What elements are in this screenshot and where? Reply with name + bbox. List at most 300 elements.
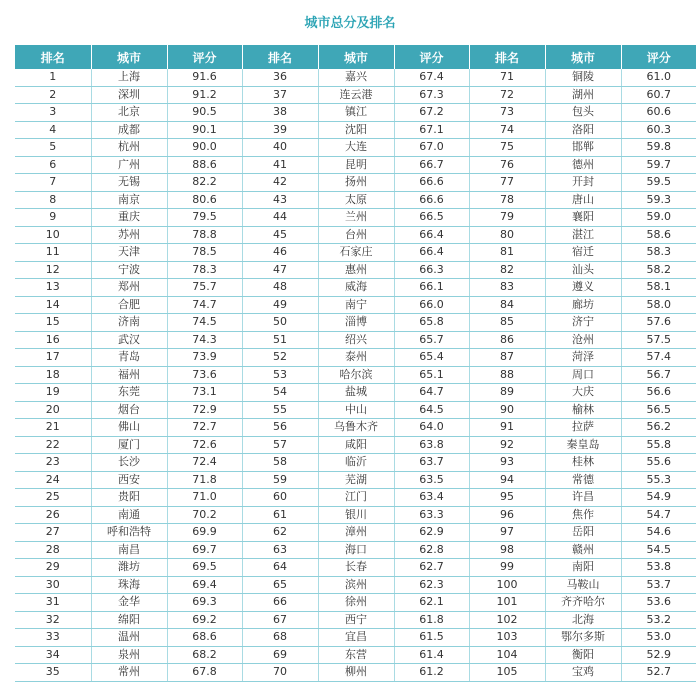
cell-rank: 48 xyxy=(242,279,318,297)
cell-city: 宿迁 xyxy=(545,244,621,262)
cell-score: 56.2 xyxy=(621,419,696,437)
cell-score: 64.0 xyxy=(394,419,469,437)
table-row xyxy=(15,506,696,524)
cell-rank: 2 xyxy=(15,86,91,104)
cell-score: 66.6 xyxy=(394,174,469,192)
cell-rank: 3 xyxy=(15,104,91,122)
cell-score: 62.1 xyxy=(394,594,469,612)
cell-rank: 49 xyxy=(242,296,318,314)
cell-rank: 7 xyxy=(15,174,91,192)
cell-score: 90.5 xyxy=(167,104,242,122)
cell-rank: 25 xyxy=(15,489,91,507)
cell-city: 大庆 xyxy=(545,384,621,402)
table-row xyxy=(15,384,696,402)
cell-city: 扬州 xyxy=(318,174,394,192)
cell-rank: 41 xyxy=(242,156,318,174)
cell-city: 常州 xyxy=(91,664,167,682)
cell-score: 69.7 xyxy=(167,541,242,559)
cell-rank: 23 xyxy=(15,454,91,472)
cell-city: 汕头 xyxy=(545,261,621,279)
cell-city: 泉州 xyxy=(91,646,167,664)
table-row xyxy=(15,156,696,174)
cell-city: 重庆 xyxy=(91,209,167,227)
cell-city: 无锡 xyxy=(91,174,167,192)
cell-city: 珠海 xyxy=(91,576,167,594)
cell-score: 59.5 xyxy=(621,174,696,192)
cell-city: 威海 xyxy=(318,279,394,297)
table-row xyxy=(15,314,696,332)
cell-city: 柳州 xyxy=(318,664,394,682)
cell-rank: 101 xyxy=(469,594,545,612)
table-row xyxy=(15,559,696,577)
cell-score: 91.6 xyxy=(167,69,242,86)
cell-city: 鄂尔多斯 xyxy=(545,629,621,647)
cell-score: 69.9 xyxy=(167,524,242,542)
cell-rank: 65 xyxy=(242,576,318,594)
cell-rank: 14 xyxy=(15,296,91,314)
cell-city: 绍兴 xyxy=(318,331,394,349)
cell-rank: 82 xyxy=(469,261,545,279)
table-row xyxy=(15,436,696,454)
cell-rank: 78 xyxy=(469,191,545,209)
cell-rank: 19 xyxy=(15,384,91,402)
cell-score: 66.5 xyxy=(394,209,469,227)
cell-score: 60.7 xyxy=(621,86,696,104)
cell-city: 成都 xyxy=(91,121,167,139)
cell-rank: 50 xyxy=(242,314,318,332)
cell-score: 68.2 xyxy=(167,646,242,664)
cell-city: 咸阳 xyxy=(318,436,394,454)
cell-score: 58.1 xyxy=(621,279,696,297)
table-row xyxy=(15,471,696,489)
cell-city: 廊坊 xyxy=(545,296,621,314)
cell-score: 66.6 xyxy=(394,191,469,209)
cell-score: 73.6 xyxy=(167,366,242,384)
cell-rank: 36 xyxy=(242,69,318,86)
cell-rank: 80 xyxy=(469,226,545,244)
cell-score: 69.2 xyxy=(167,611,242,629)
table-row xyxy=(15,191,696,209)
cell-rank: 17 xyxy=(15,349,91,367)
cell-rank: 52 xyxy=(242,349,318,367)
cell-score: 91.2 xyxy=(167,86,242,104)
table-row xyxy=(15,209,696,227)
cell-score: 57.4 xyxy=(621,349,696,367)
cell-city: 许昌 xyxy=(545,489,621,507)
cell-rank: 27 xyxy=(15,524,91,542)
cell-city: 菏泽 xyxy=(545,349,621,367)
cell-rank: 96 xyxy=(469,506,545,524)
cell-score: 70.2 xyxy=(167,506,242,524)
cell-rank: 35 xyxy=(15,664,91,682)
cell-rank: 15 xyxy=(15,314,91,332)
cell-score: 54.6 xyxy=(621,524,696,542)
cell-rank: 29 xyxy=(15,559,91,577)
cell-score: 65.1 xyxy=(394,366,469,384)
cell-score: 61.2 xyxy=(394,664,469,682)
cell-score: 67.2 xyxy=(394,104,469,122)
cell-score: 90.0 xyxy=(167,139,242,157)
cell-city: 哈尔滨 xyxy=(318,366,394,384)
cell-score: 54.9 xyxy=(621,489,696,507)
cell-rank: 98 xyxy=(469,541,545,559)
cell-city: 临沂 xyxy=(318,454,394,472)
cell-rank: 57 xyxy=(242,436,318,454)
header-rank-3: 排名 xyxy=(469,45,545,69)
cell-rank: 105 xyxy=(469,664,545,682)
header-score-1: 评分 xyxy=(167,45,242,69)
cell-score: 66.7 xyxy=(394,156,469,174)
table-row xyxy=(15,261,696,279)
cell-score: 72.6 xyxy=(167,436,242,454)
table-row xyxy=(15,69,696,86)
cell-score: 88.6 xyxy=(167,156,242,174)
cell-city: 佛山 xyxy=(91,419,167,437)
cell-rank: 99 xyxy=(469,559,545,577)
cell-score: 60.6 xyxy=(621,104,696,122)
cell-rank: 92 xyxy=(469,436,545,454)
cell-city: 烟台 xyxy=(91,401,167,419)
table-row xyxy=(15,174,696,192)
cell-score: 75.7 xyxy=(167,279,242,297)
cell-rank: 4 xyxy=(15,121,91,139)
cell-city: 衡阳 xyxy=(545,646,621,664)
cell-score: 56.5 xyxy=(621,401,696,419)
cell-rank: 86 xyxy=(469,331,545,349)
cell-score: 55.3 xyxy=(621,471,696,489)
cell-score: 66.3 xyxy=(394,261,469,279)
cell-city: 秦皇岛 xyxy=(545,436,621,454)
cell-rank: 56 xyxy=(242,419,318,437)
cell-score: 64.5 xyxy=(394,401,469,419)
cell-rank: 87 xyxy=(469,349,545,367)
cell-city: 铜陵 xyxy=(545,69,621,86)
table-row xyxy=(15,401,696,419)
cell-rank: 75 xyxy=(469,139,545,157)
cell-score: 72.9 xyxy=(167,401,242,419)
cell-rank: 81 xyxy=(469,244,545,262)
cell-score: 54.7 xyxy=(621,506,696,524)
ranking-table xyxy=(15,45,696,682)
cell-city: 芜湖 xyxy=(318,471,394,489)
cell-score: 64.7 xyxy=(394,384,469,402)
cell-city: 齐齐哈尔 xyxy=(545,594,621,612)
cell-score: 54.5 xyxy=(621,541,696,559)
cell-city: 徐州 xyxy=(318,594,394,612)
cell-rank: 64 xyxy=(242,559,318,577)
cell-score: 71.0 xyxy=(167,489,242,507)
cell-score: 73.9 xyxy=(167,349,242,367)
cell-rank: 63 xyxy=(242,541,318,559)
cell-rank: 95 xyxy=(469,489,545,507)
cell-city: 包头 xyxy=(545,104,621,122)
cell-score: 78.5 xyxy=(167,244,242,262)
cell-rank: 79 xyxy=(469,209,545,227)
table-row xyxy=(15,139,696,157)
table-row xyxy=(15,121,696,139)
header-score-3: 评分 xyxy=(621,45,696,69)
cell-city: 马鞍山 xyxy=(545,576,621,594)
cell-score: 67.1 xyxy=(394,121,469,139)
cell-city: 湖州 xyxy=(545,86,621,104)
cell-rank: 51 xyxy=(242,331,318,349)
cell-city: 岳阳 xyxy=(545,524,621,542)
cell-score: 61.4 xyxy=(394,646,469,664)
cell-score: 59.8 xyxy=(621,139,696,157)
cell-city: 桂林 xyxy=(545,454,621,472)
cell-city: 乌鲁木齐 xyxy=(318,419,394,437)
cell-score: 78.3 xyxy=(167,261,242,279)
cell-score: 62.9 xyxy=(394,524,469,542)
cell-rank: 90 xyxy=(469,401,545,419)
cell-city: 德州 xyxy=(545,156,621,174)
cell-rank: 32 xyxy=(15,611,91,629)
cell-city: 嘉兴 xyxy=(318,69,394,86)
cell-rank: 38 xyxy=(242,104,318,122)
cell-score: 65.8 xyxy=(394,314,469,332)
cell-rank: 37 xyxy=(242,86,318,104)
cell-rank: 22 xyxy=(15,436,91,454)
cell-city: 南通 xyxy=(91,506,167,524)
cell-rank: 53 xyxy=(242,366,318,384)
cell-score: 69.5 xyxy=(167,559,242,577)
table-row xyxy=(15,576,696,594)
cell-score: 53.2 xyxy=(621,611,696,629)
cell-score: 90.1 xyxy=(167,121,242,139)
cell-city: 邯郸 xyxy=(545,139,621,157)
cell-city: 深圳 xyxy=(91,86,167,104)
cell-score: 63.7 xyxy=(394,454,469,472)
cell-rank: 103 xyxy=(469,629,545,647)
cell-rank: 45 xyxy=(242,226,318,244)
cell-city: 沧州 xyxy=(545,331,621,349)
cell-city: 连云港 xyxy=(318,86,394,104)
cell-rank: 84 xyxy=(469,296,545,314)
cell-score: 67.0 xyxy=(394,139,469,157)
cell-score: 67.8 xyxy=(167,664,242,682)
cell-city: 沈阳 xyxy=(318,121,394,139)
cell-city: 青岛 xyxy=(91,349,167,367)
cell-rank: 5 xyxy=(15,139,91,157)
cell-rank: 11 xyxy=(15,244,91,262)
cell-rank: 24 xyxy=(15,471,91,489)
cell-rank: 47 xyxy=(242,261,318,279)
cell-city: 银川 xyxy=(318,506,394,524)
cell-city: 天津 xyxy=(91,244,167,262)
cell-score: 59.7 xyxy=(621,156,696,174)
cell-city: 南昌 xyxy=(91,541,167,559)
cell-city: 湛江 xyxy=(545,226,621,244)
cell-rank: 40 xyxy=(242,139,318,157)
cell-rank: 26 xyxy=(15,506,91,524)
cell-score: 71.8 xyxy=(167,471,242,489)
cell-rank: 21 xyxy=(15,419,91,437)
cell-city: 宁波 xyxy=(91,261,167,279)
cell-score: 61.0 xyxy=(621,69,696,86)
cell-score: 63.5 xyxy=(394,471,469,489)
cell-city: 贵阳 xyxy=(91,489,167,507)
cell-rank: 104 xyxy=(469,646,545,664)
cell-score: 66.4 xyxy=(394,244,469,262)
cell-city: 北京 xyxy=(91,104,167,122)
cell-rank: 13 xyxy=(15,279,91,297)
cell-score: 74.7 xyxy=(167,296,242,314)
cell-score: 73.1 xyxy=(167,384,242,402)
cell-score: 53.7 xyxy=(621,576,696,594)
cell-city: 中山 xyxy=(318,401,394,419)
cell-city: 江门 xyxy=(318,489,394,507)
cell-city: 泰州 xyxy=(318,349,394,367)
cell-rank: 70 xyxy=(242,664,318,682)
cell-score: 67.4 xyxy=(394,69,469,86)
cell-city: 焦作 xyxy=(545,506,621,524)
cell-city: 榆林 xyxy=(545,401,621,419)
cell-rank: 97 xyxy=(469,524,545,542)
cell-city: 拉萨 xyxy=(545,419,621,437)
cell-rank: 33 xyxy=(15,629,91,647)
cell-city: 宝鸡 xyxy=(545,664,621,682)
cell-city: 常德 xyxy=(545,471,621,489)
cell-city: 盐城 xyxy=(318,384,394,402)
cell-city: 开封 xyxy=(545,174,621,192)
cell-rank: 39 xyxy=(242,121,318,139)
cell-city: 唐山 xyxy=(545,191,621,209)
table-row xyxy=(15,419,696,437)
cell-score: 56.6 xyxy=(621,384,696,402)
cell-rank: 71 xyxy=(469,69,545,86)
cell-city: 金华 xyxy=(91,594,167,612)
table-row xyxy=(15,244,696,262)
cell-rank: 20 xyxy=(15,401,91,419)
cell-city: 广州 xyxy=(91,156,167,174)
cell-rank: 6 xyxy=(15,156,91,174)
cell-city: 西宁 xyxy=(318,611,394,629)
cell-city: 厦门 xyxy=(91,436,167,454)
cell-score: 72.7 xyxy=(167,419,242,437)
cell-rank: 54 xyxy=(242,384,318,402)
cell-rank: 91 xyxy=(469,419,545,437)
cell-score: 52.9 xyxy=(621,646,696,664)
cell-score: 52.7 xyxy=(621,664,696,682)
cell-city: 郑州 xyxy=(91,279,167,297)
cell-score: 55.6 xyxy=(621,454,696,472)
cell-city: 滨州 xyxy=(318,576,394,594)
cell-city: 襄阳 xyxy=(545,209,621,227)
cell-score: 53.0 xyxy=(621,629,696,647)
cell-score: 53.8 xyxy=(621,559,696,577)
cell-rank: 59 xyxy=(242,471,318,489)
table-row xyxy=(15,349,696,367)
header-city-1: 城市 xyxy=(91,45,167,69)
cell-score: 62.8 xyxy=(394,541,469,559)
cell-city: 杭州 xyxy=(91,139,167,157)
cell-score: 63.3 xyxy=(394,506,469,524)
table-row xyxy=(15,331,696,349)
cell-rank: 31 xyxy=(15,594,91,612)
cell-score: 74.3 xyxy=(167,331,242,349)
cell-score: 82.2 xyxy=(167,174,242,192)
cell-city: 台州 xyxy=(318,226,394,244)
cell-city: 南京 xyxy=(91,191,167,209)
cell-score: 59.3 xyxy=(621,191,696,209)
table-row xyxy=(15,296,696,314)
cell-rank: 42 xyxy=(242,174,318,192)
cell-city: 大连 xyxy=(318,139,394,157)
cell-city: 长春 xyxy=(318,559,394,577)
cell-city: 济宁 xyxy=(545,314,621,332)
cell-score: 69.3 xyxy=(167,594,242,612)
cell-score: 79.5 xyxy=(167,209,242,227)
cell-city: 海口 xyxy=(318,541,394,559)
cell-rank: 62 xyxy=(242,524,318,542)
cell-rank: 72 xyxy=(469,86,545,104)
table-row xyxy=(15,489,696,507)
cell-rank: 83 xyxy=(469,279,545,297)
cell-city: 温州 xyxy=(91,629,167,647)
table-row xyxy=(15,86,696,104)
table-row xyxy=(15,611,696,629)
cell-score: 58.3 xyxy=(621,244,696,262)
cell-city: 镇江 xyxy=(318,104,394,122)
cell-rank: 55 xyxy=(242,401,318,419)
cell-score: 60.3 xyxy=(621,121,696,139)
cell-city: 上海 xyxy=(91,69,167,86)
cell-city: 石家庄 xyxy=(318,244,394,262)
table-row xyxy=(15,366,696,384)
cell-rank: 88 xyxy=(469,366,545,384)
cell-rank: 89 xyxy=(469,384,545,402)
cell-rank: 67 xyxy=(242,611,318,629)
cell-city: 西安 xyxy=(91,471,167,489)
cell-rank: 60 xyxy=(242,489,318,507)
cell-rank: 43 xyxy=(242,191,318,209)
cell-city: 济南 xyxy=(91,314,167,332)
cell-score: 55.8 xyxy=(621,436,696,454)
cell-rank: 74 xyxy=(469,121,545,139)
cell-score: 66.1 xyxy=(394,279,469,297)
table-row xyxy=(15,279,696,297)
table-row xyxy=(15,104,696,122)
cell-score: 56.7 xyxy=(621,366,696,384)
header-rank-2: 排名 xyxy=(242,45,318,69)
cell-score: 66.4 xyxy=(394,226,469,244)
cell-rank: 46 xyxy=(242,244,318,262)
cell-score: 63.4 xyxy=(394,489,469,507)
cell-city: 周口 xyxy=(545,366,621,384)
cell-city: 东营 xyxy=(318,646,394,664)
cell-rank: 58 xyxy=(242,454,318,472)
cell-city: 潍坊 xyxy=(91,559,167,577)
cell-city: 长沙 xyxy=(91,454,167,472)
cell-city: 福州 xyxy=(91,366,167,384)
cell-score: 65.7 xyxy=(394,331,469,349)
table-row xyxy=(15,226,696,244)
cell-score: 67.3 xyxy=(394,86,469,104)
cell-city: 苏州 xyxy=(91,226,167,244)
table-row xyxy=(15,664,696,682)
cell-rank: 16 xyxy=(15,331,91,349)
cell-score: 58.2 xyxy=(621,261,696,279)
cell-rank: 10 xyxy=(15,226,91,244)
cell-score: 61.8 xyxy=(394,611,469,629)
cell-rank: 76 xyxy=(469,156,545,174)
cell-city: 漳州 xyxy=(318,524,394,542)
cell-city: 昆明 xyxy=(318,156,394,174)
table-row xyxy=(15,594,696,612)
cell-city: 呼和浩特 xyxy=(91,524,167,542)
cell-score: 61.5 xyxy=(394,629,469,647)
table-row xyxy=(15,454,696,472)
